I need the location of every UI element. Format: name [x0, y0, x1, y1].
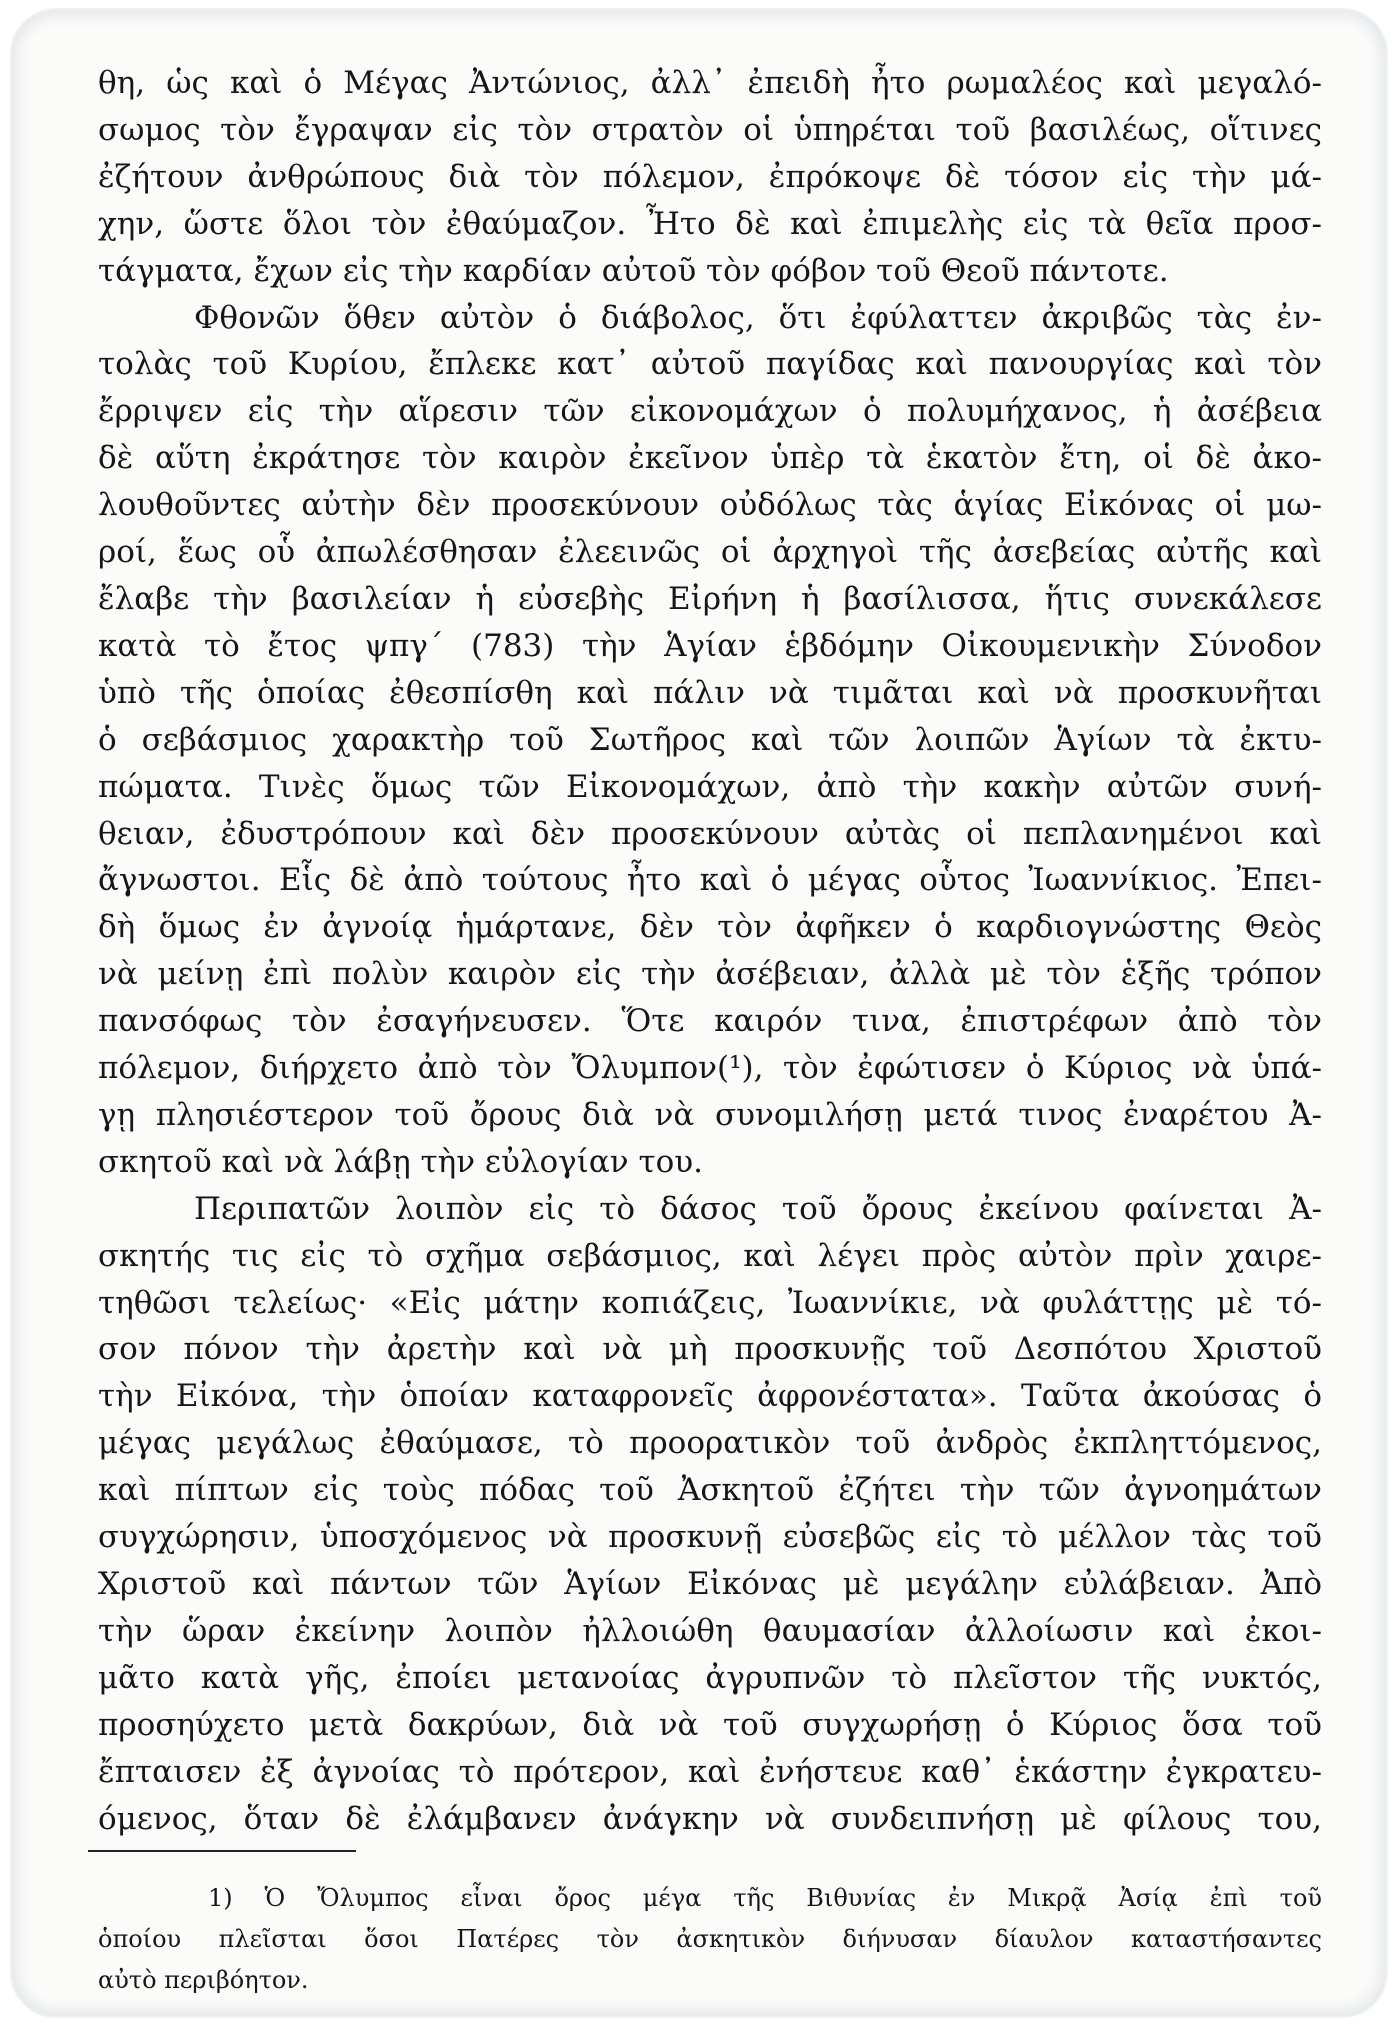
text-line: ἔρριψεν εἰς τὴν αἵρεσιν τῶν εἰκονομάχων ὁ πολυμήχανος, ἡ ἀσέβεια	[98, 393, 1322, 430]
text-line: δὴ ὅμως ἐν ἀγνοίᾳ ἡμάρτανε, δὲν τὸν ἀφῆκεν ὁ καρδιογνώστης Θεὸς	[98, 909, 1322, 946]
book-page	[12, 10, 1386, 2016]
text-line: ἔλαβε τὴν βασιλείαν ἡ εὐσεβὴς Εἰρήνη ἡ βασίλισσα, ἥτις συνεκάλεσε	[98, 580, 1322, 617]
text-line: τὴν Εἰκόνα, τὴν ὁποίαν καταφρονεῖς ἀφρονέστατα». Ταῦτα ἀκούσας ὁ	[98, 1378, 1322, 1415]
text-line: ὑπὸ τῆς ὁποίας ἐθεσπίσθη καὶ πάλιν νὰ τιμᾶται καὶ νὰ προσκυνῆται	[98, 674, 1322, 711]
text-line: σκητοῦ καὶ νὰ λάβῃ τὴν εὐλογίαν του.	[98, 1143, 703, 1180]
text-line: πανσόφως τὸν ἐσαγήνευσεν. Ὅτε καιρόν τινα, ἐπιστρέφων ἀπὸ τὸν	[98, 1003, 1322, 1040]
text-line: γῃ πλησιέστερον τοῦ ὄρους διὰ νὰ συνομιλήσῃ μετά τινος ἐναρέτου Ἀ-	[98, 1096, 1322, 1133]
text-line: συγχώρησιν, ὑποσχόμενος νὰ προσκυνῇ εὐσεβῶς εἰς τὸ μέλλον τὰς τοῦ	[98, 1519, 1322, 1556]
text-line: πώματα. Τινὲς ὅμως τῶν Εἰκονομάχων, ἀπὸ τὴν κακὴν αὐτῶν συνή-	[98, 768, 1322, 805]
text-line: θειαν, ἐδυστρόπουν καὶ δὲν προσεκύνουν αὐτὰς οἱ πεπλανημένοι καὶ	[98, 815, 1322, 852]
text-line: λουθοῦντες αὐτὴν δὲν προσεκύνουν οὐδόλως τὰς ἁγίας Εἰκόνας οἱ μω-	[98, 487, 1322, 524]
text-line: ὁ σεβάσμιος χαρακτὴρ τοῦ Σωτῆρος καὶ τῶν λοιπῶν Ἁγίων τὰ ἐκτυ-	[98, 721, 1322, 758]
text-line: καὶ πίπτων εἰς τοὺς πόδας τοῦ Ἀσκητοῦ ἐζήτει τὴν τῶν ἀγνοημάτων	[98, 1472, 1322, 1509]
text-line: δὲ αὕτη ἐκράτησε τὸν καιρὸν ἐκεῖνον ὑπὲρ τὰ ἑκατὸν ἔτη, οἱ δὲ ἀκο-	[98, 440, 1322, 477]
text-line: σον πόνον τὴν ἀρετὴν καὶ νὰ μὴ προσκυνῇς τοῦ Δεσπότου Χριστοῦ	[98, 1331, 1322, 1368]
text-line: πόλεμον, διήρχετο ἀπὸ τὸν Ὄλυμπον(¹), τὸν ἐφώτισεν ὁ Κύριος νὰ ὑπά-	[98, 1050, 1322, 1087]
text-line: ἔπταισεν ἐξ ἀγνοίας τὸ πρότερον, καὶ ἐνήστευε καθ᾽ ἑκάστην ἐγκρατευ-	[98, 1753, 1322, 1790]
footnote-line: 1) Ὁ Ὄλυμπος εἶναι ὄρος μέγα τῆς Βιθυνίας ἐν Μικρᾷ Ἀσίᾳ ἐπὶ τοῦ	[208, 1884, 1322, 1912]
text-line: χην, ὥστε ὅλοι τὸν ἐθαύμαζον. Ἦτο δὲ καὶ ἐπιμελὴς εἰς τὰ θεῖα προσ-	[98, 205, 1322, 242]
footnote-line: αὐτὸ περιβόητον.	[98, 1966, 309, 1994]
footnote-line: ὁποίου πλεῖσται ὅσοι Πατέρες τὸν ἀσκητικὸν διήνυσαν δίαυλον καταστήσαντες	[98, 1925, 1322, 1953]
text-line: μέγας μεγάλως ἐθαύμασε, τὸ προορατικὸν τοῦ ἀνδρὸς ἐκπληττόμενος,	[98, 1425, 1322, 1462]
paragraph-start-line	[98, 295, 1322, 342]
text-line: τολὰς τοῦ Κυρίου, ἔπλεκε κατ᾽ αὐτοῦ παγίδας καὶ πανουργίας καὶ τὸν	[98, 346, 1322, 383]
text-line: ἐζήτουν ἀνθρώπους διὰ τὸν πόλεμον, ἐπρόκοψε δὲ τόσον εἰς τὴν μά-	[98, 158, 1322, 195]
text-line: τηθῶσι τελείως· «Εἰς μάτην κοπιάζεις, Ἰωαννίκιε, νὰ φυλάττῃς μὲ τό-	[98, 1284, 1322, 1321]
footnote	[98, 1878, 1322, 2001]
text-line: θη, ὡς καὶ ὁ Μέγας Ἀντώνιος, ἀλλ᾽ ἐπειδὴ ἦτο ρωμαλέος καὶ μεγαλό-	[98, 65, 1322, 101]
footnote-divider	[88, 1850, 356, 1852]
text-line: Φθονῶν ὅθεν αὐτὸν ὁ διάβολος, ὅτι ἐφύλαττεν ἀκριβῶς τὰς ἐν-	[194, 299, 1322, 336]
text-line: ροί, ἕως οὗ ἀπωλέσθησαν ἐλεεινῶς οἱ ἀρχηγοὶ τῆς ἀσεβείας αὐτῆς καὶ	[98, 534, 1322, 571]
text-line: τὴν ὥραν ἐκείνην λοιπὸν ἠλλοιώθη θαυμασίαν ἀλλοίωσιν καὶ ἐκοι-	[98, 1612, 1322, 1649]
text-line: όμενος, ὅταν δὲ ἐλάμβανεν ἀνάγκην νὰ συνδειπνήσῃ μὲ φίλους του,	[98, 1800, 1322, 1837]
text-line: προσηύχετο μετὰ δακρύων, διὰ νὰ τοῦ συγχωρήσῃ ὁ Κύριος ὅσα τοῦ	[98, 1706, 1322, 1743]
text-line: Περιπατῶν λοιπὸν εἰς τὸ δάσος τοῦ ὄρους ἐκείνου φαίνεται Ἀ-	[194, 1190, 1322, 1227]
text-line: μᾶτο κατὰ γῆς, ἐποίει μετανοίας ἀγρυπνῶν τὸ πλεῖστον τῆς νυκτός,	[98, 1659, 1322, 1696]
text-line: νὰ μείνῃ ἐπὶ πολὺν καιρὸν εἰς τὴν ἀσέβειαν, ἀλλὰ μὲ τὸν ἑξῆς τρόπον	[98, 956, 1322, 993]
text-line: κατὰ τὸ ἔτος ψπγ΄ (783) τὴν Ἁγίαν ἑβδόμην Οἰκουμενικὴν Σύνοδον	[98, 627, 1322, 664]
text-line: ἄγνωστοι. Εἷς δὲ ἀπὸ τούτους ἦτο καὶ ὁ μέγας οὗτος Ἰωαννίκιος. Ἐπει-	[98, 862, 1322, 899]
main-text	[98, 60, 1322, 1842]
paragraph-start-line	[98, 1186, 1322, 1233]
text-line: σωμος τὸν ἔγραψαν εἰς τὸν στρατὸν οἱ ὑπηρέται τοῦ βασιλέως, οἵτινες	[98, 111, 1322, 148]
text-line: Χριστοῦ καὶ πάντων τῶν Ἁγίων Εἰκόνας μὲ μεγάλην εὐλάβειαν. Ἀπὸ	[98, 1566, 1322, 1602]
text-line: τάγματα, ἔχων εἰς τὴν καρδίαν αὐτοῦ τὸν φόβον τοῦ Θεοῦ πάντοτε.	[98, 252, 1169, 289]
text-line: σκητής τις εἰς τὸ σχῆμα σεβάσμιος, καὶ λέγει πρὸς αὐτὸν πρὶν χαιρε-	[98, 1237, 1322, 1274]
